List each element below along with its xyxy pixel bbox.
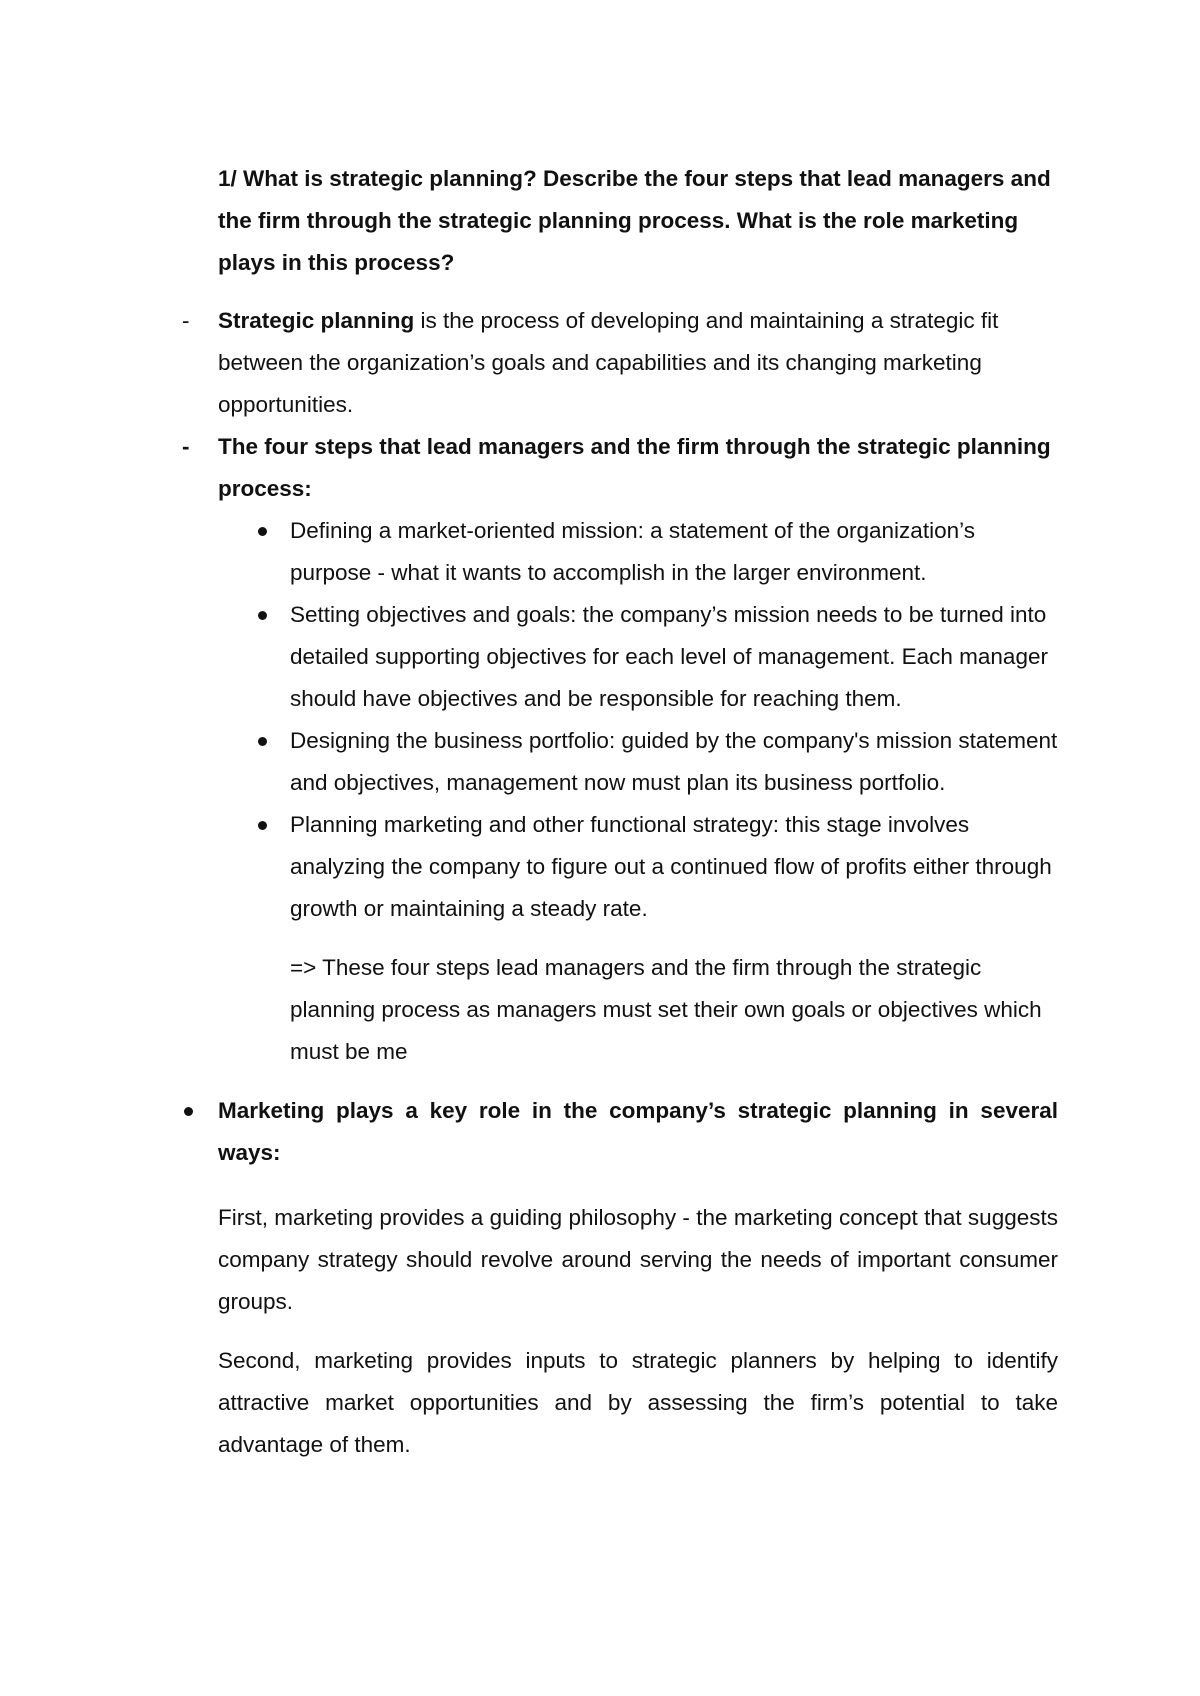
paragraph-second: Second, marketing provides inputs to strategic planners by helping to identify attractive market opportunities and by assessing the firm’s potential to take advantage of them.: [218, 1347, 1058, 1457]
steps-conclusion: => These four steps lead managers and the firm through the strategic planning process as managers must set their own goals or objectives which must be me: [290, 955, 1042, 1064]
document-body: [182, 158, 1058, 1466]
question-heading: 1/ What is strategic planning? Describe the four steps that lead managers and the firm through the strategic planning process. What is the role marketing plays in this process?: [218, 166, 1051, 275]
bullet-icon: [258, 611, 267, 620]
marketing-heading: [218, 1090, 1058, 1174]
step-item: [290, 594, 1058, 720]
dash-marker: -: [182, 308, 190, 333]
step-item: [290, 510, 1058, 594]
bullet-icon: [258, 821, 267, 830]
bullet-icon: [258, 527, 267, 536]
marketing-heading-text: Marketing plays a key role in the company’s strategic planning in several ways:: [218, 1098, 1058, 1165]
step-text: Defining a market-oriented mission: a statement of the organization’s purpose - what it wants to accomplish in the larger environment.: [290, 518, 975, 585]
steps-list: [218, 510, 1058, 930]
step-item: [290, 804, 1058, 930]
step-text: Planning marketing and other functional strategy: this stage involves analyzing the company to figure out a continued flow of profits either through growth or maintaining a steady rate.: [290, 812, 1052, 921]
step-item: [290, 720, 1058, 804]
steps-heading-text: The four steps that lead managers and the firm through the strategic planning process:: [218, 434, 1051, 501]
dash-marker: -: [182, 434, 190, 459]
bullet-icon: [258, 737, 267, 746]
definition-text: is the process of developing and maintaining a strategic fit between the organization’s goals and capabilities and its changing marketing opportunities.: [218, 308, 999, 417]
steps-heading: [182, 426, 1058, 510]
definition-term: Strategic planning: [218, 308, 415, 333]
step-text: Setting objectives and goals: the company’s mission needs to be turned into detailed supporting objectives for each level of management. Each manager should have objectives and be responsible for reaching them.: [290, 602, 1048, 711]
paragraph-first: First, marketing provides a guiding philosophy - the marketing concept that suggests company strategy should revolve around serving the needs of important consumer groups.: [218, 1204, 1058, 1314]
definition-item: [182, 300, 1058, 426]
bullet-icon: [184, 1107, 193, 1116]
step-text: Designing the business portfolio: guided by the company's mission statement and objectives, management now must plan its business portfolio.: [290, 728, 1058, 795]
